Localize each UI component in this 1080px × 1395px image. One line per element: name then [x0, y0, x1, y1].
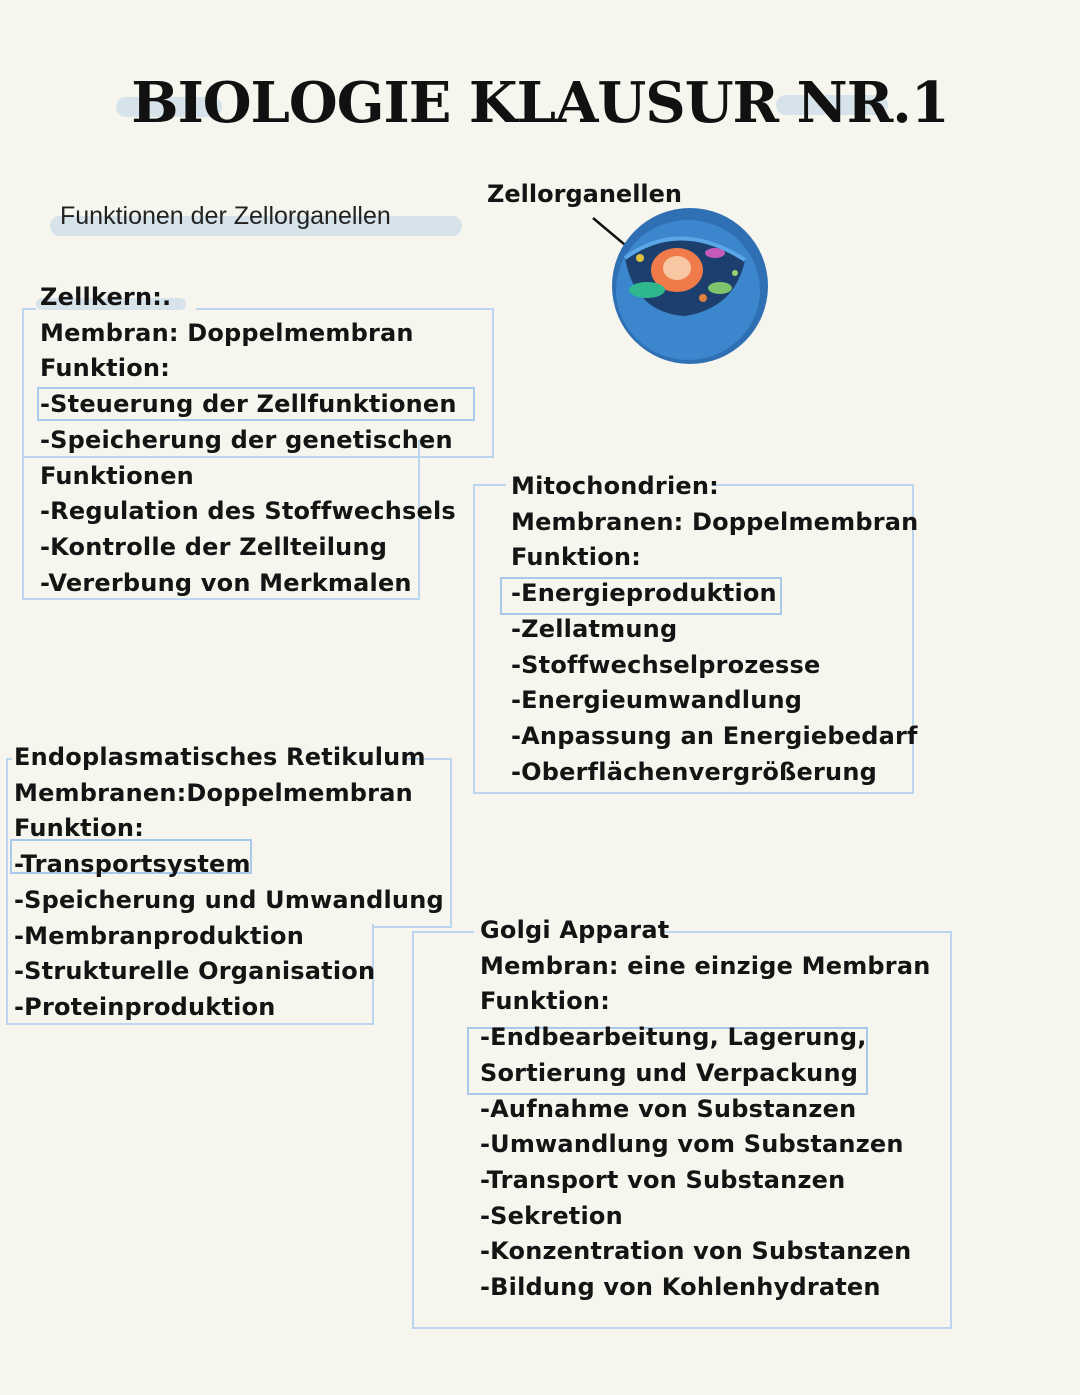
mitochondrien-section [511, 469, 918, 790]
zellkern-item: -Vererbung von Merkmalen [40, 568, 412, 597]
er-item: -Proteinproduktion [14, 992, 276, 1021]
mitochondrien-item: -Anpassung an Energiebedarf [511, 721, 918, 750]
zellkern-section [40, 280, 457, 601]
zellkern-item: -Kontrolle der Zellteilung [40, 532, 388, 561]
er-item: -Speicherung und Umwandlung [14, 885, 444, 914]
mitochondrien-item: -Stoffwechselprozesse [511, 650, 821, 679]
golgi-item: -Sekretion [480, 1201, 623, 1230]
mitochondrien-function-label: Funktion: [511, 543, 642, 572]
zellkern-item: -Speicherung der genetischen [40, 425, 453, 454]
zellkern-function-label: Funktion: [40, 354, 171, 383]
cell-illustration [585, 198, 780, 368]
er-item: -Transportsystem [14, 850, 251, 879]
mitochondrien-item: -Zellatmung [511, 614, 678, 643]
golgi-item: -Aufnahme von Substanzen [480, 1094, 857, 1123]
zellkern-item: -Regulation des Stoffwechsels [40, 497, 456, 526]
zellkern-heading: Zellkern:. [40, 283, 172, 311]
er-item: -Membranproduktion [14, 921, 305, 950]
golgi-item: -Endbearbeitung, Lagerung, [480, 1023, 867, 1052]
mitochondrien-item: -Energieproduktion [511, 579, 777, 608]
er-membrane: Membranen:Doppelmembran [14, 778, 413, 807]
golgi-item: -Transport von Substanzen [480, 1165, 846, 1194]
zellkern-item: Funktionen [40, 461, 194, 490]
golgi-heading: Golgi Apparat [480, 916, 670, 944]
page-title: BIOLOGIE KLAUSUR NR.1 [131, 70, 949, 136]
cell-illustration-label: Zellorganellen [487, 180, 683, 208]
golgi-item: -Konzentration von Substanzen [480, 1237, 912, 1266]
golgi-item: -Umwandlung vom Substanzen [480, 1130, 904, 1159]
er-heading: Endoplasmatisches Retikulum [14, 743, 426, 771]
subtitle: Funktionen der Zellorganellen [60, 202, 391, 230]
mitochondrien-item: -Oberflächenvergrößerung [511, 757, 877, 786]
mitochondrien-item: -Energieumwandlung [511, 686, 803, 715]
mitochondrien-heading: Mitochondrien: [511, 472, 719, 500]
golgi-section [480, 913, 931, 1306]
zellkern-membrane: Membran: Doppelmembran [40, 318, 414, 347]
er-function-label: Funktion: [14, 814, 145, 843]
er-item: -Strukturelle Organisation [14, 957, 376, 986]
golgi-item: -Bildung von Kohlenhydraten [480, 1273, 881, 1302]
golgi-membrane: Membran: eine einzige Membran [480, 951, 931, 980]
golgi-function-label: Funktion: [480, 987, 611, 1016]
er-section [14, 740, 444, 1026]
mitochondrien-membrane: Membranen: Doppelmembran [511, 507, 919, 536]
golgi-item: Sortierung und Verpackung [480, 1058, 859, 1087]
zellkern-item: -Steuerung der Zellfunktionen [40, 390, 457, 419]
